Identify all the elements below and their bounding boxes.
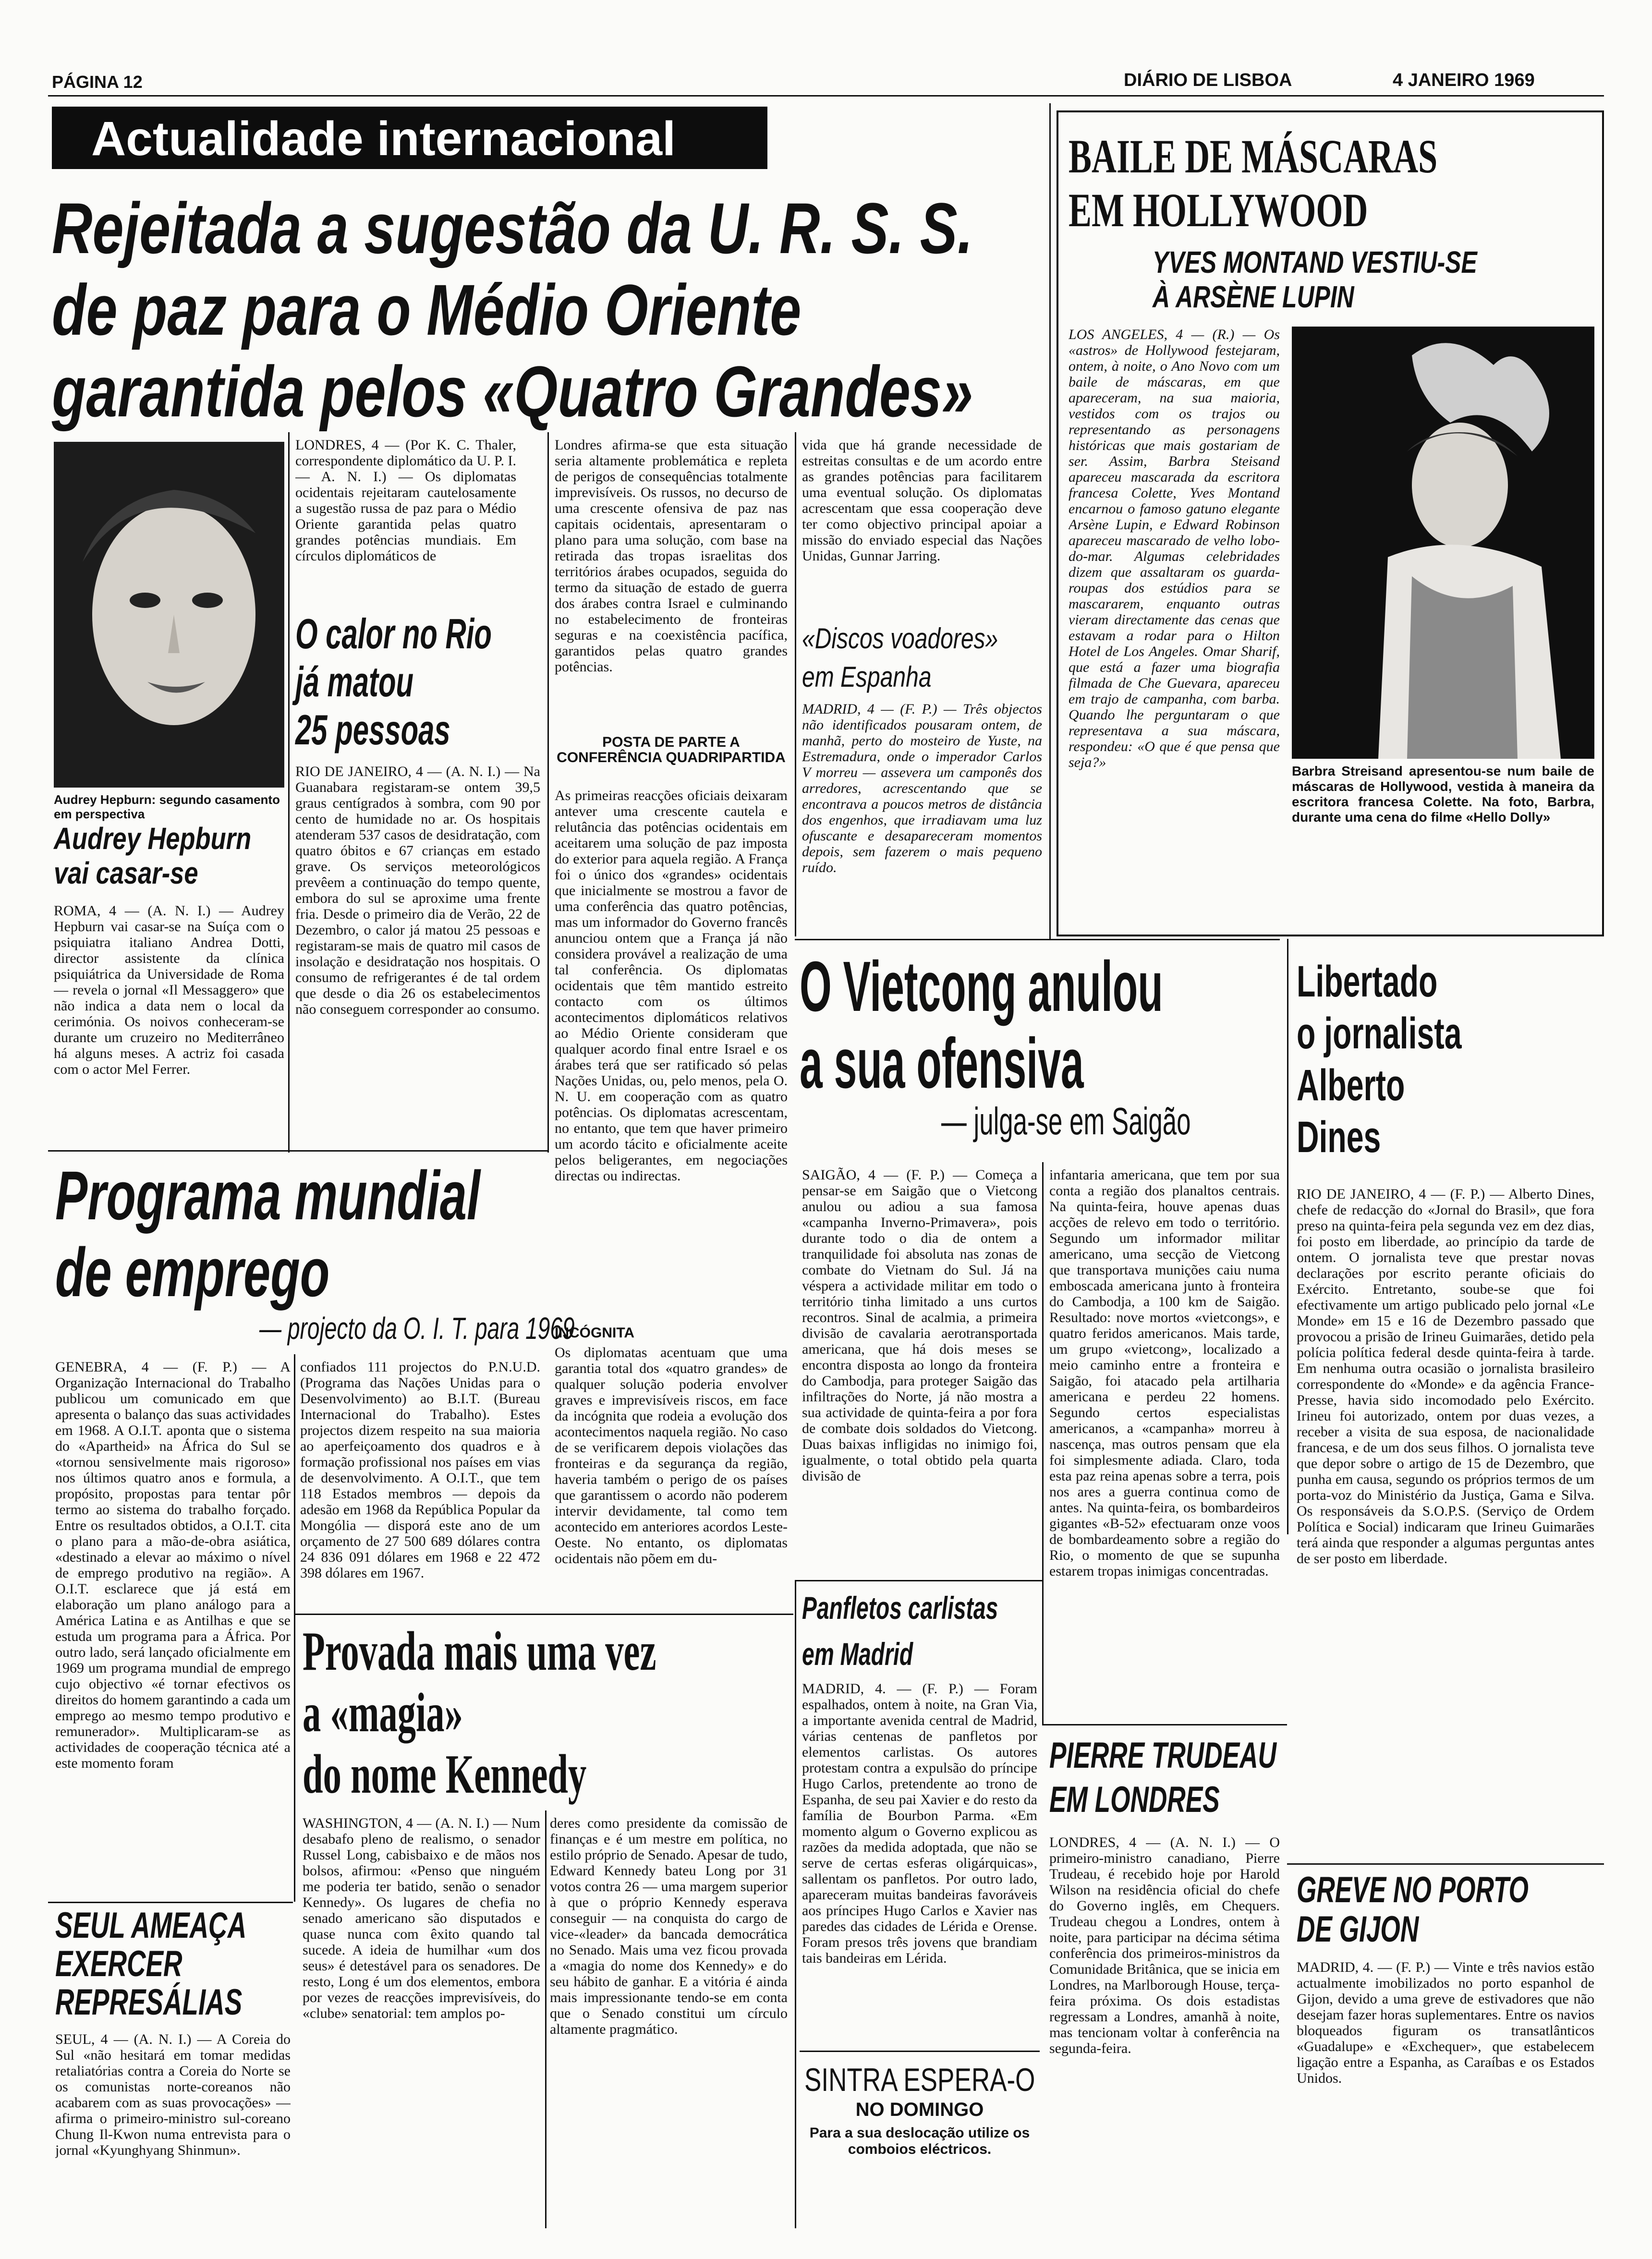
vietcong-headline [800, 948, 1289, 1102]
lead-col3: vida que há grande necessidade de estreitas consultas e de um acordo entre as grandes potências para facilitarem uma eventual solução. Os diplomatas acrescentam que essa cooperação deve ter como objectivo principal apoiar a missão do enviado especial das Nações Unidas, Gunnar Jarring. [802, 437, 1042, 564]
lead-headline [52, 187, 1051, 432]
baile-headline-line-1: BAILE DE MÁSCARAS [1069, 130, 1438, 183]
discos-headline-line-1: «Discos voadores» [802, 622, 998, 655]
discos-headline-line-2: em Espanha [802, 661, 932, 693]
oit-top-rule [48, 1150, 547, 1152]
gijon-headline-line-2: DE GIJON [1297, 1909, 1419, 1950]
lead-headline-line-2: de paz para o Médio Oriente [52, 269, 802, 350]
kennedy-headline-line-2: a «magia» [303, 1682, 463, 1744]
baile-subheadline-line-1: YVES MONTAND VESTIU-SE [1153, 245, 1477, 279]
kennedy-headline-line-1: Provada mais uma vez [303, 1621, 656, 1682]
oit-headline-line-1: Programa mundial [55, 1157, 481, 1234]
right-col-rule [1049, 103, 1051, 939]
lead-col1: LONDRES, 4 — (Por K. C. Thaler, correspondente diplomático da U. P. I. — A. N. I.) — Os diplomatas ocidentais rejeitaram cautelosamente a sugestão russa de paz para o Médio Oriente garantida pelas quatro grandes potências mundiais. Em círculos diplomáticos de [295, 437, 516, 564]
seul-headline-line-1: SEUL AMEAÇA [55, 1905, 247, 1946]
carlistas-headline-line-2: em Madrid [802, 1636, 913, 1672]
streisand-photo [1292, 327, 1594, 759]
trudeau-headline-line-2: EM LONDRES [1049, 1779, 1220, 1820]
lead-headline-line-3: garantida pelos «Quatro Grandes» [52, 351, 973, 432]
lead-col2: Londres afirma-se que esta situação seria altamente problemática e repleta de perigos de consequências totalmente imprevisíveis. Os russos, no decurso de uma crescente ofensiva de paz nas capitais ocidentais, apresentaram o plano para uma solução, com base na retirada das tropas israelitas dos territórios árabes ocupados, seguida do termo da situação de estado de guerra dos árabes contra Israel e culminando no estabelecimento de fronteiras seguras e na coexistência pacífica, garantidos pelas quatro grandes potências. [555, 437, 788, 675]
kennedy-headline [303, 1621, 788, 1805]
jornalista-headline-line-3: Alberto [1297, 1061, 1405, 1110]
jornalista-headline [1297, 956, 1599, 1163]
baile-headline [1069, 130, 1597, 237]
vietcong-top-rule [795, 939, 1280, 940]
vietcong-subheadline [941, 1100, 1277, 1143]
kennedy-col-rule [545, 1810, 547, 2228]
vietcong-headline-line-2: a sua ofensiva [800, 1024, 1084, 1103]
sintra-headline: SINTRA ESPERA-O [804, 2062, 1035, 2098]
baile-headline-line-2: EM HOLLYWOOD [1069, 183, 1368, 237]
oit-headline [55, 1157, 545, 1311]
hepburn-headline-line-1: Audrey Hepburn [54, 821, 252, 856]
sintra-body: Para a sua deslocação utilize os comboios eléctricos. [809, 2125, 1030, 2157]
discos-body: MADRID, 4 — (F. P.) — Três objectos não identificados pousaram ontem, de manhã, perto do mosteiro de Yuste, na Estremadura, onde o imperador Carlos V morreu — asseverа um camponês dos arredores, acrescentando que se encontrava a poucos metros de distância dos engenhos, que irradiavam uma luz ofuscante e desapareceram momentos depois, sem fazerem o mais pequeno ruído. [802, 701, 1042, 875]
hepburn-caption: Audrey Hepburn: segundo casamento em perspectiva [54, 792, 280, 821]
baile-subheadline-line-2: À ARSÈNE LUPIN [1153, 279, 1354, 314]
vietcong-headline-line-1: O Vietcong anulou [800, 947, 1163, 1026]
carlistas-headline-line-1: Panfletos carlistas [802, 1590, 998, 1626]
jornalista-headline-line-1: Libertado [1297, 957, 1438, 1006]
gijon-top-rule [1287, 1863, 1604, 1865]
streisand-image [1292, 327, 1594, 759]
carlistas-top-rule [795, 1580, 1042, 1581]
seul-headline-line-3: REPRESÁLIAS [55, 1982, 243, 2023]
trudeau-headline [1049, 1734, 1285, 1822]
kennedy-top-rule [294, 1614, 793, 1615]
oit-col1: GENEBRA, 4 — (F. P.) — A Organização Internacional do Trabalho publicou um comunicado em que apresenta o balanço das suas actividades em 1968. A O.I.T. aponta que o sistema do «Apartheid» na África do Sul se «tornou sensivelmente mais rigoroso» nos últimos quatro anos e formula, a propósito, propostas para tentar pôr termo ao sistema do trabalho forçado. Entre os resultados obtidos, a O.I.T. cita o plano para a mão-de-obra asiática, «destinado a elevar ao máximo o nível de emprego produtivo na região». A O.I.T. esclarece que já está em elaboração um plano análogo para a América Latina e as Antilhas e que se estuda um programa para a África. Por outro lado, será lançado oficialmente em 1969 um programa mundial de emprego cujo objectivo «é tornar efectivos os direitos do homem garantindo a cada um emprego ao mesmo tempo produtivo e remunerador». Multiplicaram-se as actividades de cooperação técnica até a este momento foram [55, 1359, 291, 1771]
vietcong-subheadline-text: — julga-se em Saigão [941, 1100, 1191, 1142]
jornalista-headline-line-4: Dines [1297, 1113, 1381, 1162]
rio-headline [295, 610, 540, 754]
oit-subheadline-text: — projecto da O. I. T. para 1969 [259, 1311, 575, 1346]
lead-headline-line-1: Rejeitada a sugestão da U. R. S. S. [52, 188, 973, 268]
col-rule-1 [288, 432, 290, 1153]
kennedy-col2: deres como presidente da comissão de finanças e é um mestre em política, no estilo próprio de Senado. Apesar de tudo, Edward Kennedy bateu Long por 31 votos contra 26 — uma margem superior à que o próprio Kennedy esperava conseguir — na conquista do cargo de vice-«leader» da bancada democrática no Senado. Mais uma vez ficou provada a «magia do nome dos Kennedy» e do seu hábito de ganhar. E a vitória é ainda mais impressionante tendo-se em conta que o Senado constitui um círculo altamente pragmático. [550, 1815, 788, 2037]
newspaper-name: DIÁRIO DE LISBOA [1124, 70, 1292, 90]
baile-body: LOS ANGELES, 4 — (R.) — Os «astros» de Hollywood festejaram, ontem, à noite, o Ano Novo com um baile de máscaras, em que apareceram, na sua maioria, vestidos com os trajos ou representando as personagens históricas que mais gostariam de ser. Assim, Barbra Steisand apareceu mascarada da escritora francesa Colette, Yves Montand encarnou o famoso gatuno elegante Arsène Lupin, e Edward Robinson apareceu mascarado de velho lobo-do-mar. Algumas celebridades dizem que assaltaram os guarda-roupas dos estúdios para se mascararem, enquanto outras vieram directamente das cenas que estavam a rodar para o Hilton Hotel de Los Angeles. Omar Sharif, que está a fazer uma biografia filmada de Che Guevara, apareceu em trajo de campanha, com barba. Quando lhe perguntaram o que representava a sua máscara, respondeu: «O que é que pensa que seja?» [1069, 327, 1280, 770]
gijon-headline [1297, 1870, 1599, 1949]
rio-body: RIO DE JANEIRO, 4 — (A. N. I.) — Na Guanabara registaram-se ontem 39,5 graus centígrados à sombra, com 90 por cento de humidade no ar. Os hospitais atenderam 537 casos de desidratação, com quatro óbitos e 67 crianças em estado grave. Os serviços meteorológicos prevêem a continuação do tempo quente, embora do sul se aproxime uma frente fria. Desde o primeiro dia de Verão, 22 de Dezembro, o calor já matou 25 pessoas e registaram-se mais de quatro mil casos de insolação e desidratação nos hospitais. O consumo de refrigerantes é de tal ordem que desde o dia 26 os estabelecimentos não conseguem corresponder ao consumo. [295, 764, 540, 1017]
discos-headline [802, 619, 1042, 696]
vietcong-col2: infantaria americana, que tem por sua conta a região dos planaltos centrais. Na quinta-feira, houve apenas duas acções de relevo em todo o território. Segundo um informador militar americano, uma secção de Vietcong que transportava munições caiu numa emboscada americana junto à fronteira do Cambodja, a 100 km de Saigão. Resultado: nove mortos «vietcongs», e quatro feridos americanos. Mais tarde, um grupo «vietcong», localizado a meio caminho entre a fronteira e Saigão, foi atacado pela artilharia americana e perdeu 22 homens. Segundo certos especialistas americanos, a «campanha» morreu à nascença, mas outros pensam que ela foi simplesmente adiada. Claro, toda esta paz reina apenas sobre a terra, pois nos ares a guerra continua como de antes. Na quinta-feira, os bombardeiros gigantes «B-52» efectuaram onze voos de bombardeamento sobre a região do Rio, o momento de que se supunha estarem tropas inimigas concentradas. [1049, 1167, 1280, 1579]
lead-col2c: Os diplomatas acentuam que uma garantia total dos «quatro grandes» de qualquer solução poderia envolver graves e imprevisíveis riscos, em face da incógnita que rodeia a evolução dos acontecimentos naquela região. No caso de se verificarem depois violações das fronteiras e da segurança da região, haveria também o perigo de os países que garantissem o acordo não poderem intervir devidamente, tal como tem acontecido em anteriores acordos Leste-Oeste. No entanto, os diplomatas ocidentais não põem em du- [555, 1345, 788, 1567]
hepburn-headline [54, 821, 284, 890]
rio-headline-line-1: O calor no Rio [295, 610, 492, 657]
hepburn-headline-line-2: vai casar-se [54, 856, 198, 890]
page-number: PÁGINA 12 [52, 72, 143, 92]
kennedy-headline-line-3: do nome Kennedy [303, 1744, 587, 1805]
rio-headline-line-2: já matou [295, 658, 414, 705]
lead-col2b: As primeiras reacções oficiais deixaram antever uma crescente cautela e relutância das potências ocidentais em aceitarem uma solução de paz imposta do exterior para aquela região. A França foi o único dos «grandes» ocidentais que inicialmente se mostrou a favor de uma conferência das quatro potências, mas um informador do Governo francês anunciou ontem que a França já não considera provável a realização de uma tal conferência. Os diplomatas ocidentais que têm mantido estreito contacto com os últimos acontecimentos diplomáticos relativos ao Médio Oriente consideram que qualquer acordo final entre Israel e os árabes terá que ser ratificado só pelas Nações Unidas, ou, pelo menos, pela O. N. U. em cooperação com as quatro potências. Os diplomatas acrescentam, no entanto, que tem que haver primeiro um acordo tácito e oficialmente aceite pelos beligerantes, em negociações directas ou indirectas. [555, 788, 788, 1184]
header-rule [48, 95, 1604, 97]
col-rule-2 [547, 432, 549, 1153]
oit-col2: confiados 111 projectos do P.N.U.D. (Programa das Nações Unidas para o Desenvolvimento) ao B.I.T. (Bureau Internacional do Trabalho). Estes projectos dizem respeito na sua maioria ao aperfeiçoamento dos quadros e à formação profissional nos países em vias de desenvolvimento. A O.I.T., que tem 118 Estados membros — depois da adesão em 1968 da República Popular da Mongólia — disporá este ano de um orçamento de 27 500 689 dólares contra 24 836 091 dólares em 1968 e 22 472 398 dólares em 1967. [300, 1359, 540, 1581]
portrait-image [54, 442, 284, 788]
vietcong-col-rule [1042, 1162, 1044, 1724]
baile-subheadline [1153, 245, 1594, 314]
carlistas-body: MADRID, 4. — (F. P.) — Foram espalhados, ontem à noite, na Gran Via, a importante avenida central de Madrid, várias centenas de panfletos por elementos carlistas. Os autores protestam contra a expulsão do príncipe Hugo Carlos, pretendente ao trono de Espanha, de seu pai Xavier e do resto da família de Bourbon Parma. «Em momento algum o Governo explicou as razões da medida adoptada, que não se serve de certas esferas oligárquicas», sallentam os panfletos. Por outro lado, apareceram muitas bandeiras favoráveis aos príncipes Hugo Carlos e Xavier nas paredes das cidades de Lérida e Orense. Foram presos três jovens que brandiam tais bandeiras em Lérida. [802, 1681, 1037, 1966]
sintra-subheadline: NO DOMINGO [855, 2099, 984, 2120]
carlistas-rule [795, 1580, 796, 2228]
issue-date: 4 JANEIRO 1969 [1393, 70, 1535, 90]
kennedy-col1: WASHINGTON, 4 — (A. N. I.) — Num desabafo pleno de realismo, o senador Russel Long, cabisbaixo e de mãos nos bolsos, afirmou: «Penso que ninguém me poderia ter batido, senão o senador Kennedy». Os lugares de chefia no senado americano são disputados e quase nunca com êxito quando tal sucede. A ideia de humilhar «um dos seus» é detestável para os senadores. De resto, Long é um dos elementos, embora por vezes de reacções imprevisíveis, do «clube» senatorial: tem amplos po- [303, 1815, 540, 2021]
lead-subhead: POSTA DE PARTE A CONFERÊNCIA QUADRIPARTIDA [557, 734, 786, 765]
trudeau-headline-line-1: PIERRE TRUDEAU [1049, 1735, 1276, 1776]
trudeau-top-rule [1042, 1724, 1287, 1725]
gijon-headline-line-1: GREVE NO PORTO [1297, 1870, 1529, 1910]
seul-headline [55, 1907, 291, 2022]
hepburn-body: ROMA, 4 — (A. N. I.) — Audrey Hepburn vai casar-se na Suíça com o psiquiatra italiano Andrea Dotti, director assistente da clínica psiquiátrica da Universidade de Roma — revela o jornal «Il Messaggero» que não indica a data nem o local da cerimónia. Os noivos conheceram-se durante um cruzeiro no Mediterrâneo há alguns meses. A actriz foi casada com o actor Mel Ferrer. [54, 903, 284, 1077]
lead-subhead-2: INCÓGNITA [555, 1325, 635, 1341]
oit-col-rule [294, 1354, 295, 1902]
jornalista-headline-line-2: o jornalista [1297, 1009, 1462, 1058]
section-title: Actualidade internacional [91, 112, 676, 166]
streisand-caption: Barbra Streisand apresentou-se num baile de máscaras de Hollywood, vestida à maneira da escritora francesa Colette. Na foto, Barbra, durante uma cena do filme «Hello Dolly» [1292, 764, 1594, 825]
carlistas-headline [802, 1585, 1037, 1677]
gijon-body: MADRID, 4. — (F. P.) — Vinte e três navios estão actualmente imobilizados no porto espanhol de Gijon, devido a uma greve de estivadores que não desejam fazer horas suplementares. Entre os navios bloqueados figuram os transatlânticos «Guadalupe» e «Exchequer», que estabelecem ligação entre a Espanha, as Caraíbas e os Estados Unidos. [1297, 1959, 1594, 2086]
jornalista-body: RIO DE JANEIRO, 4 — (F. P.) — Alberto Dines, chefe de redacção do «Jornal do Brasil», que fora preso na quinta-feira pela segunda vez em dez dias, foi posto em liberdade, ao princípio da tarde de ontem. O jornalista teve que prestar novas declarações por escrito perante oficiais do Exército. Entretanto, soube-se que foi efectivamente um artigo publicado pelo jornal «Le Monde» em 15 e 16 de Dezembro passado que provocou a prisão de Irineu Guimarães, detido pela polícia política federal desde quinta-feira à tarde. Em nenhuma outra ocasião o jornalista brasileiro correspondente do «Monde» e da agência France-Presse, havia sido incomodado pelo Exército. Irineu foi autorizado, ontem por duas vezes, a receber a visita de sua esposa, de nacionalidade francesa, e de um dos seus filhos. O jornalista teve que depor sobre o artigo de 15 de Dezembro, que punha em causa, segundo os próprios termos de um porta-voz do Ministério da Justiça, Gama e Silva. Os responsáveis da S.O.P.S. (Serviço de Ordem Política e Social) indicaram que Irineu Guimarães terá ainda que responder a algumas perguntas antes de ser posto em liberdade. [1297, 1186, 1594, 1567]
jornalista-rule [1287, 939, 1288, 1534]
col-rule-3 [795, 432, 796, 936]
oit-headline-line-2: de emprego [55, 1234, 330, 1311]
rio-headline-line-3: 25 pessoas [295, 706, 450, 753]
seul-headline-line-2: EXERCER [55, 1943, 182, 1984]
seul-top-rule [48, 1902, 293, 1903]
sintra-ad [800, 2051, 1040, 2223]
seul-body: SEUL, 4 — (A. N. I.) — A Coreia do Sul «não hesitará em tomar medidas retaliatórias contra a Coreia do Norte se os comunistas norte-coreanos não acabarem com as suas provocações» — afirma o primeiro-ministro sul-coreano Chung Il-Kwon numa entrevista para o jornal «Kyunghyang Shinmun». [55, 2031, 291, 2158]
vietcong-col1: SAIGÃO, 4 — (F. P.) — Começa a pensar-se em Saigão que o Vietcong anulou ou adiou a sua famosa «campanha Inverno-Primavera», pois durante todo o dia de ontem a tranquilidade foi absoluta nas zonas de combate do Vietnam do Sul. Já na véspera a actividade militar em todo o território tinha limitado a uns curtos recontros. Sinal de acalmia, a primeira divisão de cavalaria aerotransportada americana, que há dois meses se encontra disposta ao longo da fronteira do Cambodja, para proteger Saigão das infiltrações do Norte, já não mostra a sua actividade de quinta-feira a por fora de combate dois soldados do Vietcong. Duas baixas infligidas no inimigo foi, igualmente, o total obtido pela quarta divisão de [802, 1167, 1037, 1484]
hepburn-photo [54, 442, 284, 788]
oit-subheadline [259, 1311, 575, 1346]
trudeau-body: LONDRES, 4 — (A. N. I.) — O primeiro-ministro canadiano, Pierre Trudeau, é recebido hoje por Harold Wilson na residência oficial do chefe do Governo inglês, em Chequers. Trudeau chegou a Londres, ontem à noite, para participar na décima sétima conferência dos primeiros-ministros da Comunidade Britânica, que se inicia em Londres, na Marlborough House, terça-feira próxima. Os dois estadistas regressam a Londres, amanhã à noite, mas tencionam voltar à conferência na segunda-feira. [1049, 1834, 1280, 2056]
